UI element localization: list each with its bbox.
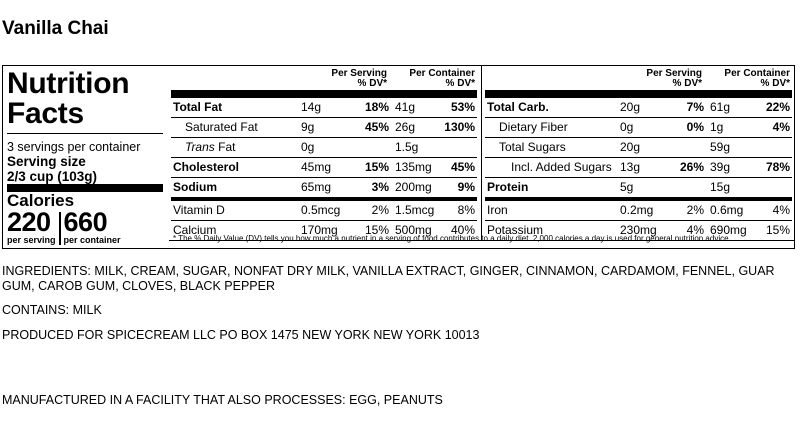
nutrition-facts-title-line1: Nutrition [7, 67, 130, 100]
nutrient-row-added-sugars: Incl. Added Sugars 13g 26% 39g 78% [511, 160, 790, 174]
col-head-per-container-right: Per Container % DV* [724, 68, 790, 89]
nutrient-row-vitamin-d: Vitamin D 0.5mcg 2% 1.5mcg 8% [173, 203, 475, 217]
nutrient-row-saturated-fat: Saturated Fat 9g 45% 26g 130% [185, 120, 475, 134]
nutrient-row-potassium: Potassium 230mg 4% 690mg 15% [487, 223, 790, 237]
nutrient-row-protein: Protein 5g 15g [487, 180, 731, 194]
daily-value-footnote: * The % Daily Value (DV) tells you how much a nutrient in a serving of food contributes to a daily diet. 2,000 calories a day is used for general nutrition advice. [173, 234, 731, 243]
contains-text: CONTAINS: MILK [2, 303, 102, 317]
col-head-per-serving: Per Serving % DV* [331, 68, 387, 89]
nutrient-table-right [485, 66, 792, 241]
per-serving-label: per serving [7, 235, 56, 245]
nutrient-row-trans-fat: Trans Fat 0g 1.5g [185, 140, 419, 154]
nutrient-row-sodium: Sodium 65mg 3% 200mg 9% [173, 180, 475, 194]
nutrient-row-total-carb: Total Carb. 20g 7% 61g 22% [487, 100, 790, 114]
col-head-per-serving-right: Per Serving % DV* [646, 68, 702, 89]
calories-divider [59, 212, 61, 245]
product-title: Vanilla Chai [2, 18, 109, 39]
nutrition-summary-panel [3, 66, 167, 248]
ingredients-text: INGREDIENTS: MILK, CREAM, SUGAR, NONFAT DRY MILK, VANILLA EXTRACT, GINGER, CINNAMON, CARDAMOM, FENNEL, GUAR GUM, CAROB GUM, CLOVES, BLACK PEPPER [2, 264, 775, 293]
calories-per-container: 660 [63, 207, 108, 237]
calories-label: Calories [7, 191, 75, 210]
serving-size-label: Serving size [7, 154, 86, 169]
nutrient-row-calcium: Calcium 170mg 15% 500mg 40% [173, 223, 475, 237]
nutrition-facts-title-line2: Facts [7, 97, 84, 130]
nutrient-row-total-sugars: Total Sugars 20g 59g [499, 140, 731, 154]
calories-per-serving: 220 [7, 207, 51, 237]
nutrient-row-dietary-fiber: Dietary Fiber 0g 0% 1g 4% [499, 120, 790, 134]
nutrient-row-cholesterol: Cholesterol 45mg 15% 135mg 45% [173, 160, 475, 174]
servings-per-container: 3 servings per container [7, 140, 141, 154]
nutrition-facts-label [2, 65, 795, 249]
nutrient-table-left [171, 66, 477, 241]
col-head-per-container: Per Container % DV* [409, 68, 475, 89]
column-divider [481, 66, 482, 241]
nutrient-row-iron: Iron 0.2mg 2% 0.6mg 4% [487, 203, 790, 217]
produced-for-text: PRODUCED FOR SPICECREAM LLC PO BOX 1475 NEW YORK NEW YORK 10013 [2, 328, 480, 342]
serving-size-value: 2/3 cup (103g) [7, 169, 98, 184]
nutrient-row-total-fat: Total Fat 14g 18% 41g 53% [173, 100, 475, 114]
calories-values [7, 207, 167, 245]
divider [7, 133, 163, 134]
manufactured-text: MANUFACTURED IN A FACILITY THAT ALSO PROCESSES: EGG, PEANUTS [2, 393, 443, 407]
per-container-label: per container [63, 235, 121, 245]
